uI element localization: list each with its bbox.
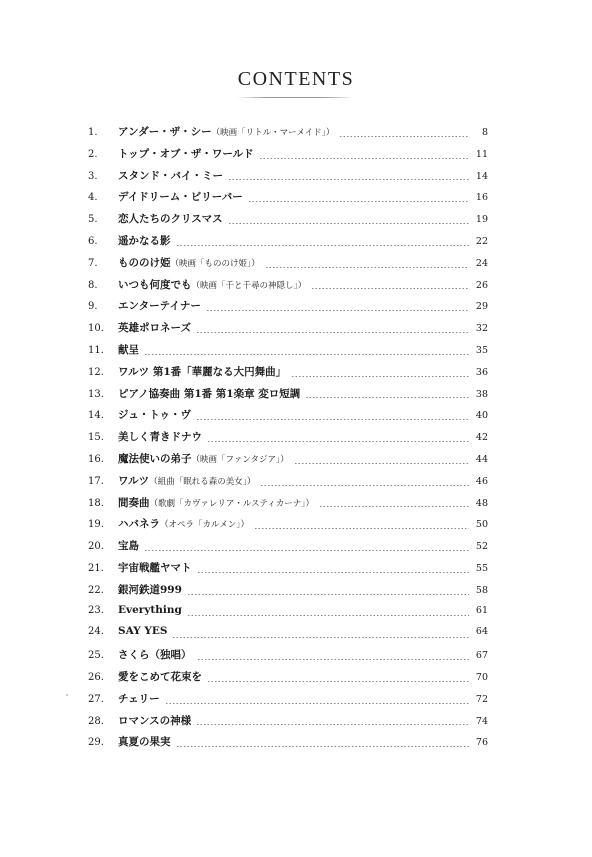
toc-entry (88, 560, 488, 582)
entry-title (118, 625, 167, 637)
entry-number: 26. (88, 671, 104, 683)
page-number: 58 (475, 584, 488, 596)
entry-title-text: 宝島 (118, 540, 139, 553)
page-number: 64 (475, 626, 488, 638)
entry-number: 1. (88, 127, 98, 138)
page-number: 16 (475, 192, 488, 204)
toc-entry (88, 146, 488, 168)
entry-number: 29. (88, 737, 104, 749)
entry-number: 15. (88, 432, 104, 444)
toc-entry (88, 473, 488, 495)
entry-title-text: ワルツ 第1番「華麗なる大円舞曲」 (118, 365, 287, 378)
toc-entry (88, 320, 488, 342)
toc-entry (88, 189, 488, 211)
dot-leader (172, 637, 469, 638)
entry-title (118, 582, 182, 597)
dot-leader (144, 354, 469, 355)
dot-leader (144, 550, 469, 551)
dot-leader (248, 201, 469, 202)
entry-title-text: Everything (118, 603, 182, 616)
entry-title (118, 298, 201, 313)
toc-entry (88, 625, 488, 647)
dot-leader (260, 485, 469, 486)
entry-title-text: もののけ姫 (118, 256, 171, 269)
page-number: 48 (475, 497, 488, 509)
entry-subtitle: （歌劇「カヴァレリア・ルスティカーナ」） (149, 498, 315, 509)
entry-number: 23. (88, 604, 104, 616)
table-of-contents (88, 124, 488, 756)
entry-title-text: チェリー (118, 692, 160, 705)
entry-number: 28. (88, 715, 104, 727)
dot-leader (265, 267, 469, 268)
toc-entry (88, 582, 488, 604)
page-number: 52 (475, 541, 488, 553)
entry-title-text: 魔法使いの弟子 (118, 452, 192, 465)
page-title: CONTENTS (237, 68, 355, 90)
page-number: 35 (475, 344, 488, 356)
page-number: 32 (475, 323, 488, 335)
toc-entry (88, 233, 488, 255)
entry-number: 4. (88, 192, 98, 204)
entry-number: 5. (88, 214, 98, 226)
entry-title-text: 美しく青きドナウ (118, 431, 202, 444)
page-number: 55 (475, 562, 488, 574)
entry-title-text: エンターテイナー (118, 300, 201, 313)
entry-number: 27. (88, 693, 104, 705)
dot-leader (294, 463, 469, 464)
entry-title-text: 宇宙戦艦ヤマト (118, 561, 192, 574)
entry-number: 10. (88, 323, 104, 335)
entry-title-text: さくら（独唱） (118, 649, 192, 662)
entry-title (118, 604, 182, 616)
entry-title (118, 451, 289, 466)
entry-title (118, 407, 191, 422)
toc-entry (88, 691, 488, 713)
dot-leader (207, 681, 469, 682)
entry-title-text: ワルツ (118, 474, 150, 487)
entry-title-text: 真夏の果実 (118, 736, 171, 749)
entry-number: 21. (88, 562, 104, 574)
entry-title (118, 320, 191, 335)
dot-leader (187, 594, 469, 595)
dot-leader (196, 419, 469, 420)
entry-number: 25. (88, 650, 104, 662)
entry-number: 20. (88, 541, 104, 553)
page-number: 19 (475, 214, 488, 226)
entry-title (118, 386, 300, 401)
page-number: 40 (475, 410, 488, 422)
entry-title (118, 734, 171, 749)
entry-title (118, 211, 223, 226)
scan-speck (66, 694, 68, 696)
toc-entry (88, 734, 488, 756)
dot-leader (291, 376, 469, 377)
entry-title (118, 342, 139, 357)
entry-title-text: ロマンスの神様 (118, 714, 192, 727)
toc-entry (88, 386, 488, 408)
page-number: 42 (475, 432, 488, 444)
dot-leader (305, 397, 469, 398)
dot-leader (254, 528, 469, 529)
entry-subtitle: （映画「リトル・マーメイド」） (211, 128, 335, 138)
entry-title-text: ジュ・トゥ・ヴ (118, 409, 192, 422)
entry-number: 18. (88, 497, 104, 509)
entry-title (118, 713, 191, 728)
entry-title-text: トップ・オブ・ザ・ワールド (118, 147, 254, 160)
entry-title (118, 538, 139, 553)
page-number: 22 (475, 235, 488, 247)
page-number: 72 (475, 693, 488, 705)
entry-title-text: SAY YES (118, 625, 168, 638)
page-number: 36 (475, 366, 488, 378)
dot-leader (197, 659, 470, 660)
page-number: 38 (475, 388, 488, 400)
entry-subtitle: （組曲「眠れる森の美女」） (149, 476, 256, 487)
dot-leader (311, 288, 469, 289)
page-number: 74 (475, 715, 488, 727)
entry-number: 13. (88, 388, 104, 400)
page-number: 11 (475, 148, 488, 160)
toc-entry (88, 211, 488, 233)
entry-number: 11. (88, 344, 104, 356)
page-number: 24 (475, 257, 488, 269)
page-number: 44 (475, 453, 488, 465)
page-number: 50 (475, 519, 488, 531)
entry-title (118, 255, 260, 270)
toc-entry (88, 255, 488, 277)
dot-leader (228, 179, 469, 180)
entry-title (118, 473, 255, 488)
entry-title-text: デイドリーム・ビリーバー (118, 191, 243, 204)
page-number: 67 (475, 650, 488, 662)
toc-entry (88, 277, 488, 299)
entry-title (118, 124, 334, 139)
dot-leader (206, 310, 469, 311)
entry-title (118, 495, 314, 510)
entry-number: 22. (88, 584, 104, 596)
entry-title (118, 647, 192, 662)
entry-number: 3. (88, 170, 98, 182)
toc-entry (88, 342, 488, 364)
dot-leader (197, 572, 470, 573)
toc-entry (88, 124, 488, 146)
toc-entry (88, 604, 488, 626)
dot-leader (228, 223, 469, 224)
dot-leader (176, 245, 470, 246)
toc-entry (88, 516, 488, 538)
entry-number: 14. (88, 410, 104, 422)
title-underline (236, 97, 354, 98)
entry-title-text: アンダー・ザ・シー (118, 126, 212, 138)
dot-leader (339, 136, 469, 137)
toc-entry (88, 669, 488, 691)
page-number: 46 (475, 475, 488, 487)
entry-number: 2. (88, 148, 98, 160)
page-number: 76 (475, 737, 488, 749)
entry-number: 16. (88, 453, 104, 465)
dot-leader (319, 506, 469, 507)
entry-title (118, 233, 171, 248)
dot-leader (165, 703, 469, 704)
entry-title (118, 277, 306, 292)
entry-title (118, 669, 202, 684)
toc-entry (88, 429, 488, 451)
dot-leader (187, 615, 469, 616)
entry-title (118, 691, 160, 706)
toc-entry (88, 713, 488, 735)
entry-subtitle: （映画「ファンタジア」） (191, 454, 289, 465)
entry-number: 24. (88, 626, 104, 638)
entry-number: 6. (88, 235, 98, 247)
page-number: 26 (475, 279, 488, 291)
entry-title (118, 146, 254, 161)
toc-entry (88, 168, 488, 190)
entry-number: 9. (88, 301, 98, 313)
entry-title (118, 189, 243, 204)
entry-title-text: スタンド・バイ・ミー (118, 169, 223, 182)
toc-entry (88, 647, 488, 669)
entry-subtitle: （映画「もののけ姫」） (170, 258, 260, 269)
page-number: 70 (475, 671, 488, 683)
page-number: 29 (475, 301, 488, 313)
entry-title (118, 560, 192, 575)
page-number: 8 (481, 127, 488, 138)
entry-title-text: いつも何度でも (118, 278, 192, 291)
entry-subtitle: （オペラ「カルメン」） (160, 520, 249, 531)
entry-number: 17. (88, 475, 104, 487)
entry-title (118, 364, 286, 379)
entry-title-text: 間奏曲 (118, 496, 150, 509)
entry-number: 12. (88, 366, 104, 378)
dot-leader (176, 746, 470, 747)
entry-title (118, 429, 202, 444)
dot-leader (196, 724, 469, 725)
toc-entry (88, 538, 488, 560)
entry-number: 19. (88, 519, 104, 531)
entry-title-text: 遥かなる影 (118, 234, 171, 247)
entry-title-text: ピアノ協奏曲 第1番 第1楽章 変ロ短調 (118, 387, 301, 400)
entry-title (118, 168, 223, 183)
dot-leader (259, 158, 469, 159)
dot-leader (196, 332, 469, 333)
toc-entry (88, 407, 488, 429)
dot-leader (207, 441, 469, 442)
entry-title-text: 愛をこめて花束を (118, 670, 202, 683)
page-number: 14 (475, 170, 488, 182)
entry-subtitle: （映画「千と千尋の神隠し」） (191, 280, 307, 291)
entry-number: 8. (88, 279, 98, 291)
entry-title-text: ハバネラ (118, 518, 160, 531)
toc-entry (88, 364, 488, 386)
entry-title-text: 英雄ポロネーズ (118, 322, 191, 335)
entry-title-text: 銀河鉄道999 (118, 583, 182, 596)
toc-entry (88, 298, 488, 320)
page-number: 61 (475, 604, 488, 616)
entry-number: 7. (88, 257, 98, 269)
entry-title-text: 献呈 (118, 343, 139, 356)
entry-title (118, 516, 249, 531)
entry-title-text: 恋人たちのクリスマス (118, 213, 223, 226)
toc-entry (88, 495, 488, 517)
toc-entry (88, 451, 488, 473)
